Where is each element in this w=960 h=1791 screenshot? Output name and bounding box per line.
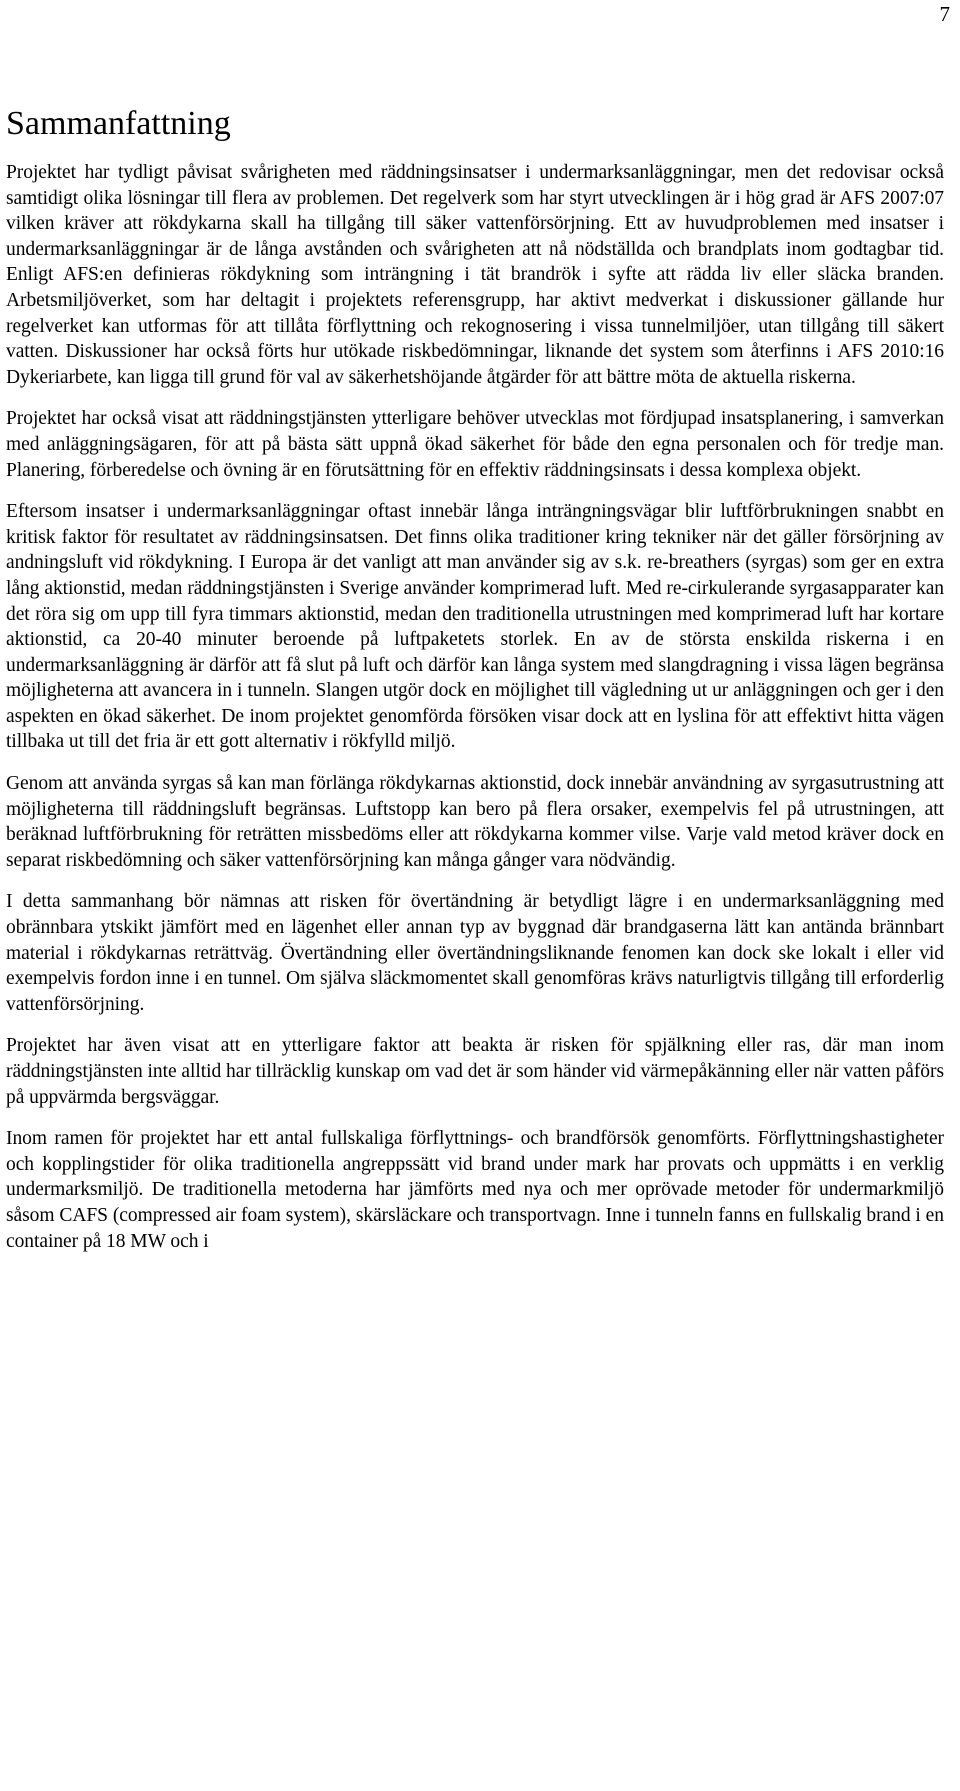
body-text (6, 160, 944, 1270)
paragraph: Projektet har även visat att en ytterligare faktor att beakta är risken för spjälkning eller ras, där man inom räddningstjänsten inte alltid har tillräcklig kunskap om vad det är som händer vid värmepåkänning eller när vatten påförs på uppvärmda bergsväggar. (6, 1035, 944, 1108)
paragraph: Genom att använda syrgas så kan man förlänga rökdykarnas aktionstid, dock innebär användning av syrgasutrustning att möjligheterna till räddningsluft begränsas. Luftstopp kan bero på flera orsaker, exempelvis fel på utrustningen, att beräknad luftförbrukning för reträtten missbedöms eller att rökdykarna kommer vilse. Varje vald metod kräver dock en separat riskbedömning och säker vattenförsörjning kan många gånger vara nödvändig. (6, 773, 944, 871)
paragraph: I detta sammanhang bör nämnas att risken för övertändning är betydligt lägre i en undermarksanläggning med obrännbara ytskikt jämfört med en lägenhet eller annan typ av byggnad där brandgaserna lätt kan antända brännbart material i rökdykarnas reträttväg. Övertändning eller övertändningsliknande fenomen kan dock ske lokalt i eller vid exempelvis fordon inne i en tunnel. Om själva släckmomentet skall genomföras krävs naturligtvis tillgång till erforderlig vattenförsörjning. (6, 891, 944, 1015)
paragraph: Eftersom insatser i undermarksanläggningar oftast innebär långa inträngningsvägar blir luftförbrukningen snabbt en kritisk faktor för resultatet av räddningsinsatsen. Det finns olika traditioner kring tekniker när det gäller försörjning av andningsluft vid rökdykning. I Europa är det vanligt att man använder sig av s.k. re-breathers (syrgas) som ger en extra lång aktionstid, medan räddningstjänsten i Sverige använder komprimerad luft. Med re-cirkulerande syrgasapparater kan det röra sig om upp till fyra timmars aktionstid, medan den traditionella utrustningen med komprimerad luft har kortare aktionstid, ca 20-40 minuter beroende på luftpaketets storlek. En av de största enskilda riskerna i en undermarksanläggning är därför att få slut på luft och därför kan långa system med slangdragning i vissa lägen begränsa möjligheterna att avancera in i tunneln. Slangen utgör dock en möjlighet till vägledning ut ur anläggningen och ger i den aspekten en ökad säkerhet. De inom projektet genomförda försöken visar dock att en lyslina för att effektivt hitta vägen tillbaka ut till det fria är ett gott alternativ i rökfylld miljö. (6, 501, 944, 753)
page-number: 7 (939, 2, 950, 26)
paragraph: Inom ramen för projektet har ett antal fullskaliga förflyttnings- och brandförsök genomförts. Förflyttningshastigheter och kopplingstider för olika traditionella angreppssätt vid brand under mark har provats och uppmätts i en verklig undermarksmiljö. De traditionella metoderna har jämförts med nya och mer oprövade metoder för undermarkmiljö såsom CAFS (compressed air foam system), skärsläckare och transportvagn. Inne i tunneln fanns en fullskalig brand i en container på 18 MW och i (6, 1128, 944, 1252)
paragraph: Projektet har också visat att räddningstjänsten ytterligare behöver utvecklas mot fördjupad insatsplanering, i samverkan med anläggningsägaren, för att på bästa sätt uppnå ökad säkerhet för både den egna personalen och för tredje man. Planering, förberedelse och övning är en förutsättning för en effektiv räddningsinsats i dessa komplexa objekt. (6, 408, 944, 481)
section-title: Sammanfattning (6, 105, 231, 142)
paragraph: Projektet har tydligt påvisat svårigheten med räddningsinsatser i undermarksanläggningar, men det redovisar också samtidigt olika lösningar till flera av problemen. Det regelverk som har styrt utvecklingen är i hög grad är AFS 2007:07 vilken kräver att rökdykarna skall ha tillgång till säker vattenförsörjning. Ett av huvudproblemen med insatser i undermarksanläggningar är de långa avstånden och svårigheten att nå nödställda och brandplats inom godtagbar tid. Enligt AFS:en definieras rökdykning som inträngning i tät brandrök i syfte att rädda liv eller släcka branden. Arbetsmiljöverket, som har deltagit i projektets referensgrupp, har aktivt medverkat i diskussioner gällande hur regelverket kan utformas för att tillåta förflyttning och rekognosering i vissa tunnelmiljöer, utan tillgång till säkert vatten. Diskussioner har också förts hur utökade riskbedömningar, liknande det system som återfinns i AFS 2010:16 Dykeriarbete, kan ligga till grund för val av säkerhetshöjande åtgärder för att bättre möta de aktuella riskerna. (6, 162, 944, 388)
